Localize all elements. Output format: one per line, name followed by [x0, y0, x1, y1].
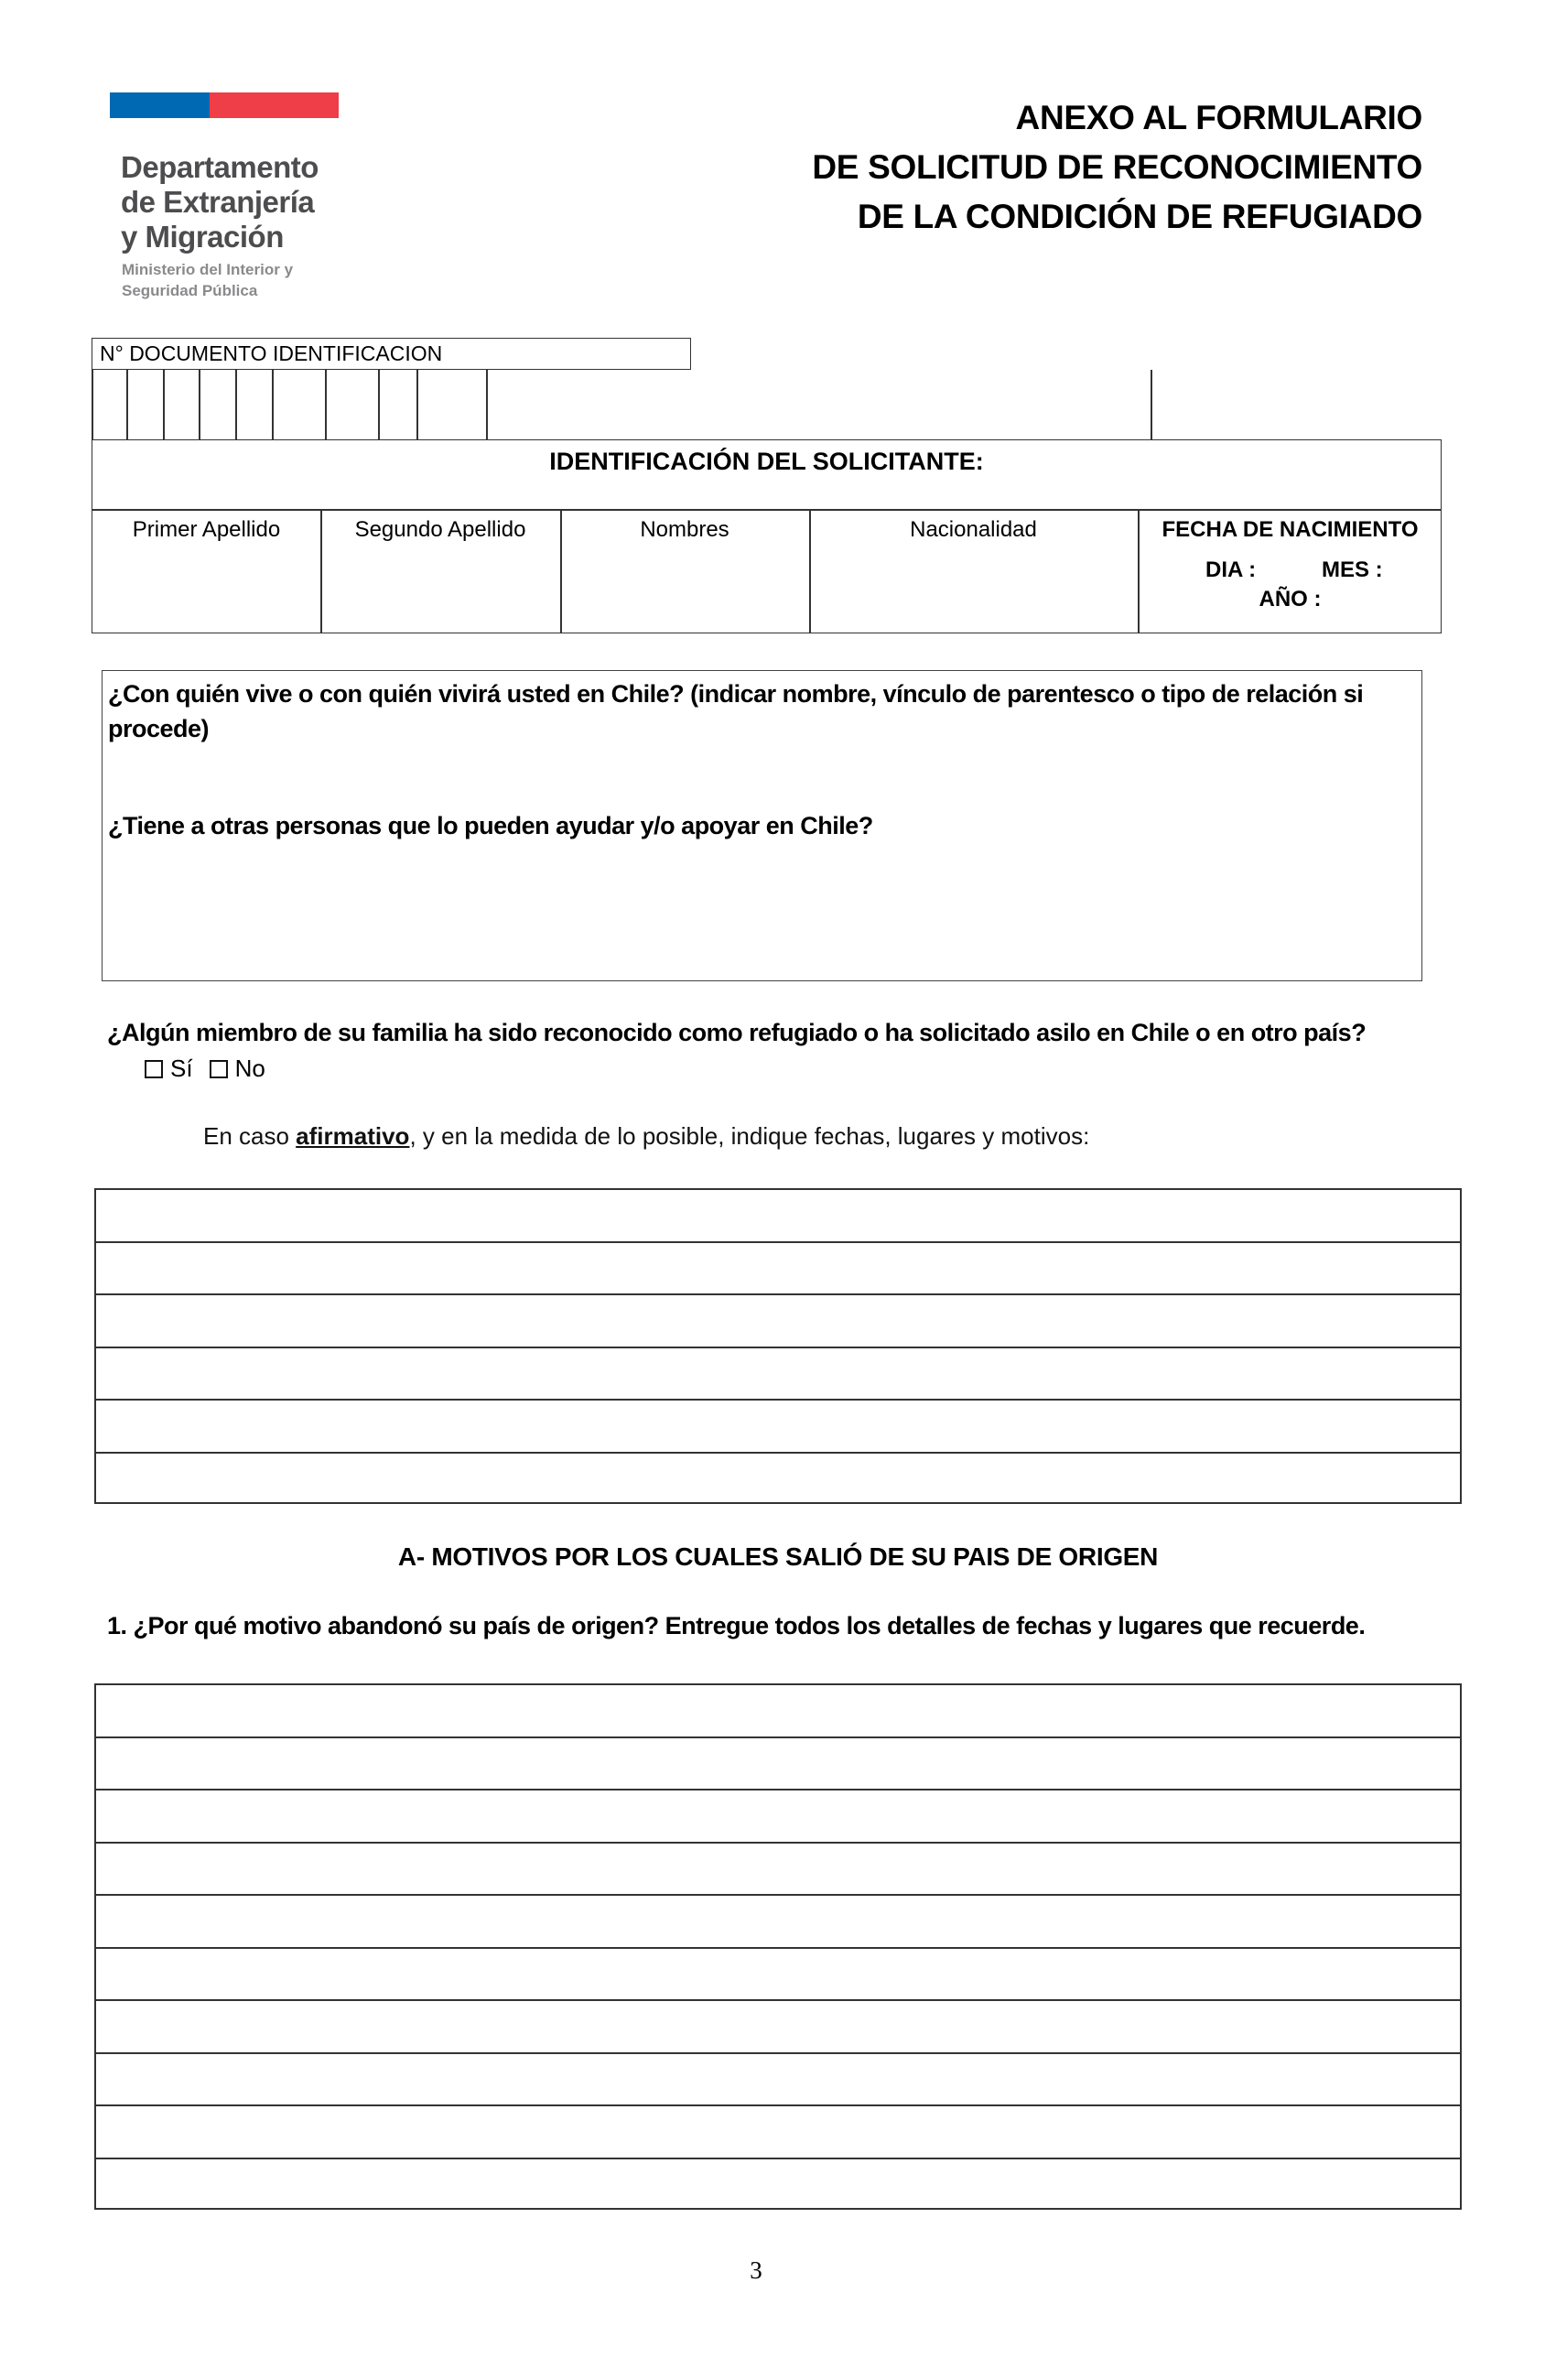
- answer-line[interactable]: [96, 1896, 1460, 1949]
- identification-title: IDENTIFICACIÓN DEL SOLICITANTE:: [549, 448, 984, 475]
- cell-divider: [126, 370, 128, 439]
- title-line-1: ANEXO AL FORMULARIO: [1015, 99, 1422, 136]
- living-situation-box[interactable]: [102, 670, 1422, 981]
- answer-line[interactable]: [96, 2001, 1460, 2054]
- birth-month-label: MES :: [1322, 557, 1383, 582]
- field-nombres[interactable]: Nombres: [640, 517, 729, 542]
- cell-divider: [199, 370, 200, 439]
- birth-year-label[interactable]: AÑO :: [1259, 587, 1322, 611]
- section-a-heading: A- MOTIVOS POR LOS CUALES SALIÓ DE SU PAIS DE ORIGEN: [397, 1542, 1159, 1571]
- answer-line[interactable]: [96, 2054, 1460, 2107]
- answer-line[interactable]: [96, 1738, 1460, 1791]
- title-line-3: DE LA CONDICIÓN DE REFUGIADO: [857, 198, 1422, 235]
- cell-divider: [486, 370, 488, 439]
- answer-line[interactable]: [96, 1348, 1460, 1401]
- logo-line-2: de Extranjería: [121, 185, 315, 219]
- answer-line[interactable]: [96, 2106, 1460, 2159]
- cell-divider: [235, 370, 237, 439]
- cell-divider: [163, 370, 165, 439]
- afirm-suffix: , y en la medida de lo posible, indique fechas, lugares y motivos:: [409, 1122, 1090, 1150]
- identification-table: [92, 439, 1442, 633]
- option-no-label: No: [234, 1055, 265, 1082]
- answer-line[interactable]: [96, 1844, 1460, 1897]
- cell-divider: [272, 370, 274, 439]
- field-primer-apellido[interactable]: Primer Apellido: [132, 517, 281, 542]
- birth-day-label: DIA :: [1205, 557, 1257, 582]
- option-si-label: Sí: [170, 1055, 193, 1082]
- cell-divider-right: [1151, 370, 1152, 439]
- afirm-prefix: En caso: [203, 1122, 297, 1150]
- page-number: 3: [750, 2256, 762, 2284]
- cell-divider: [378, 370, 380, 439]
- family-refugee-options: [145, 1055, 275, 1083]
- afirm-emphasis: afirmativo: [296, 1122, 410, 1150]
- birth-date-title: FECHA DE NACIMIENTO: [1162, 517, 1419, 542]
- answer-line[interactable]: [96, 1949, 1460, 2002]
- document-id-label: N° DOCUMENTO IDENTIFICACION: [92, 338, 691, 370]
- checkbox-no[interactable]: [210, 1060, 228, 1078]
- row-divider: [92, 509, 1441, 511]
- answer-line[interactable]: [96, 2159, 1460, 2212]
- answer-line[interactable]: [96, 1243, 1460, 1296]
- logo-flag-blue: [110, 92, 210, 118]
- cell-divider: [416, 370, 418, 439]
- answer-line[interactable]: [96, 1685, 1460, 1738]
- family-refugee-question: ¿Algún miembro de su familia ha sido reconocido como refugiado o ha solicitado asilo en Chile o en otro país?: [107, 1019, 1367, 1046]
- checkbox-si[interactable]: [145, 1060, 163, 1078]
- field-segundo-apellido[interactable]: Segundo Apellido: [354, 517, 526, 542]
- logo-flag-red: [210, 92, 339, 118]
- living-question: ¿Con quién vive o con quién vivirá usted en Chile? (indicar nombre, vínculo de parentesco o tipo de relación si procede): [108, 680, 1364, 742]
- support-question: ¿Tiene a otras personas que lo pueden ayudar y/o apoyar en Chile?: [108, 812, 873, 839]
- logo-sub-2: Seguridad Pública: [122, 282, 258, 299]
- affirmative-instructions: [203, 1122, 1089, 1151]
- answer-line[interactable]: [96, 1190, 1460, 1243]
- family-answer-table: [94, 1188, 1462, 1504]
- cell-divider: [92, 370, 93, 439]
- answer-line[interactable]: [96, 1295, 1460, 1348]
- logo-sub-1: Ministerio del Interior y: [122, 261, 294, 278]
- field-nacionalidad[interactable]: Nacionalidad: [910, 517, 1037, 542]
- cell-divider: [325, 370, 327, 439]
- page-title: [812, 93, 1422, 242]
- logo-line-1: Departamento: [121, 150, 319, 184]
- answer-line[interactable]: [96, 1401, 1460, 1454]
- answer-line[interactable]: [96, 1454, 1460, 1507]
- reason-answer-table: [94, 1683, 1462, 2210]
- title-line-2: DE SOLICITUD DE RECONOCIMIENTO: [812, 148, 1422, 186]
- answer-line[interactable]: [96, 1790, 1460, 1844]
- section-a-question-1: 1. ¿Por qué motivo abandonó su país de origen? Entregue todos los detalles de fechas y lugares que recuerde.: [107, 1612, 1366, 1639]
- logo-line-3: y Migración: [121, 220, 284, 254]
